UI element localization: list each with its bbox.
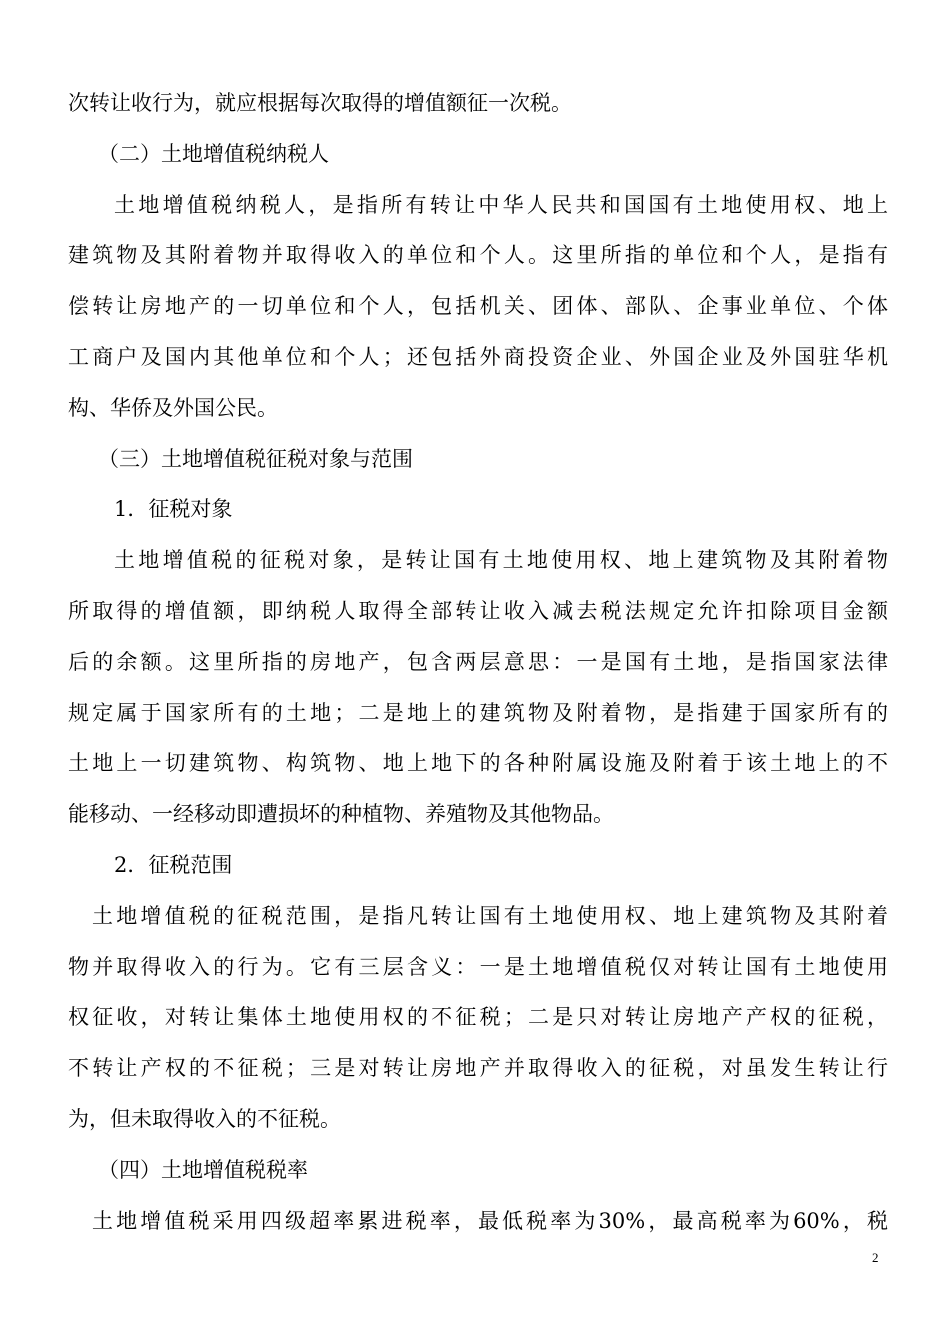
- document-body: [68, 78, 888, 1246]
- paragraph-line: 构、华侨及外国公民。: [68, 395, 278, 420]
- paragraph-line: 土地增值税纳税人，是指所有转让中华人民共和国国有土地使用权、地上: [114, 192, 888, 217]
- paragraph-line: 次转让收行为，就应根据每次取得的增值额征一次税。: [68, 91, 572, 115]
- paragraph-line: 为，但未取得收入的不征税。: [68, 1106, 341, 1131]
- subsection-heading: 2．征税范围: [114, 852, 233, 877]
- paragraph-line: 能移动、一经移动即遭损坏的种植物、养殖物及其他物品。: [68, 802, 614, 827]
- paragraph-line: 土地增值税采用四级超率累进税率，最低税率为30%，最高税率为60%，税: [92, 1208, 888, 1233]
- paragraph-line: 规定属于国家所有的土地；二是地上的建筑物及附着物，是指建于国家所有的: [68, 700, 888, 725]
- section-heading: （三）土地增值税征税对象与范围: [98, 446, 413, 471]
- section-heading: （四）土地增值税税率: [98, 1157, 308, 1182]
- paragraph-line: 物并取得收入的行为。它有三层含义：一是土地增值税仅对转让国有土地使用: [68, 954, 888, 979]
- paragraph-line: 不转让产权的不征税；三是对转让房地产并取得收入的征税，对虽发生转让行: [68, 1056, 888, 1081]
- subsection-heading: 1．征税对象: [114, 497, 233, 522]
- paragraph-line: 土地增值税的征税对象，是转让国有土地使用权、地上建筑物及其附着物: [114, 548, 888, 573]
- paragraph-line: 所取得的增值额，即纳税人取得全部转让收入减去税法规定允许扣除项目金额: [68, 598, 888, 623]
- paragraph-line: 土地上一切建筑物、构筑物、地上地下的各种附属设施及附着于该土地上的不: [68, 751, 888, 776]
- paragraph-line: 土地增值税的征税范围，是指凡转让国有土地使用权、地上建筑物及其附着: [92, 903, 888, 928]
- paragraph-line: 后的余额。这里所指的房地产，包含两层意思：一是国有土地，是指国家法律: [68, 649, 888, 674]
- paragraph-line: 偿转让房地产的一切单位和个人，包括机关、团体、部队、企事业单位、个体: [68, 294, 888, 319]
- paragraph-line: 权征收，对转让集体土地使用权的不征税；二是只对转让房地产产权的征税，: [68, 1005, 888, 1030]
- paragraph-line: 建筑物及其附着物并取得收入的单位和个人。这里所指的单位和个人，是指有: [68, 243, 888, 268]
- section-heading: （二）土地增值税纳税人: [98, 141, 329, 166]
- paragraph-line: 工商户及国内其他单位和个人；还包括外商投资企业、外国企业及外国驻华机: [68, 344, 888, 369]
- page-number: 2: [872, 1250, 879, 1265]
